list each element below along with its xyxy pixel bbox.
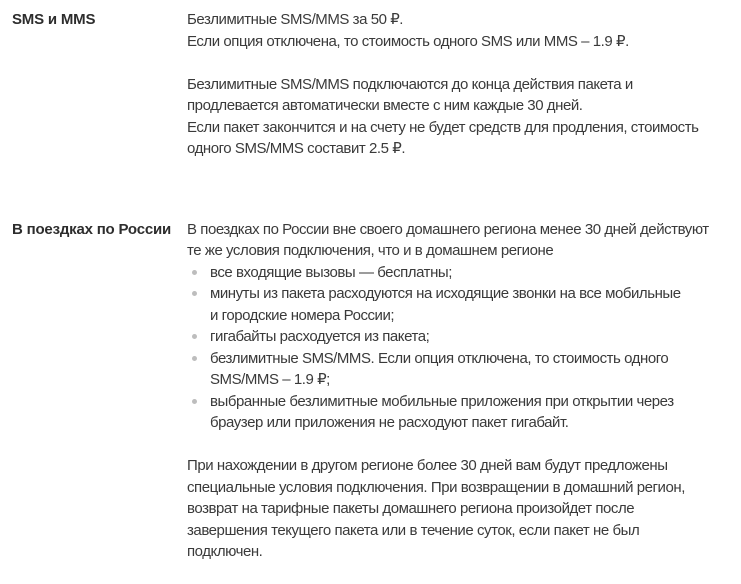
text-line: одного SMS/MMS составит 2.5 ₽. <box>187 140 406 157</box>
text-line: безлимитные SMS/MMS. Если опция отключена, то стоимость одного <box>210 349 669 367</box>
text-line: SMS/MMS – 1.9 ₽; <box>210 371 330 388</box>
list-item <box>187 262 741 284</box>
bullet-list <box>187 262 741 434</box>
paragraph <box>187 74 741 160</box>
row-content <box>187 9 741 160</box>
text-line: подключен. <box>187 543 263 560</box>
text-line: выбранные безлимитные мобильные приложения при открытии через <box>210 392 674 410</box>
paragraph <box>187 9 741 52</box>
paragraph <box>187 455 741 563</box>
paragraph <box>187 219 741 262</box>
text-line: минуты из пакета расходуются на исходящие звонки на все мобильные <box>210 285 681 302</box>
text-line: и городские номера России; <box>210 306 395 324</box>
bullet-icon <box>192 356 197 361</box>
text-line: Безлимитные SMS/MMS за 50 ₽. <box>187 11 404 28</box>
text-line: все входящие вызовы — бесплатны; <box>210 263 452 281</box>
text-line: возврат на тарифные пакеты домашнего региона произойдет после <box>187 500 635 517</box>
row-content <box>187 219 741 563</box>
tariff-row-0 <box>0 9 741 160</box>
text-line: продлевается автоматически вместе с ним каждые 30 дней. <box>187 97 583 114</box>
text-line: те же условия подключения, что и в домашнем регионе <box>187 242 554 259</box>
bullet-icon <box>192 291 197 296</box>
text-line: В поездках по России вне своего домашнего региона менее 30 дней действуют <box>187 220 709 238</box>
text-line: Если пакет закончится и на счету не будет средств для продления, стоимость <box>187 118 699 136</box>
text-line: браузер или приложения не расходуют пакет гигабайт. <box>210 414 569 431</box>
text-line: гигабайты расходуется из пакета; <box>210 328 430 345</box>
list-item <box>187 348 741 391</box>
bullet-icon <box>192 334 197 339</box>
text-line: специальные условия подключения. При возвращении в домашний регион, <box>187 478 685 496</box>
list-item <box>187 326 741 348</box>
bullet-icon <box>192 399 197 404</box>
text-line: завершения текущего пакета или в течение суток, если пакет не был <box>187 521 640 539</box>
text-line: При нахождении в другом регионе более 30 дней вам будут предложены <box>187 457 668 474</box>
list-item <box>187 391 741 434</box>
text-line: Безлимитные SMS/MMS подключаются до конца действия пакета и <box>187 75 633 93</box>
bullet-icon <box>192 270 197 275</box>
row-label: SMS и MMS <box>12 11 96 28</box>
row-label: В поездках по России <box>12 220 172 238</box>
text-line: Если опция отключена, то стоимость одного SMS или MMS – 1.9 ₽. <box>187 32 629 50</box>
list-item <box>187 283 741 326</box>
tariff-row-1 <box>0 219 741 563</box>
